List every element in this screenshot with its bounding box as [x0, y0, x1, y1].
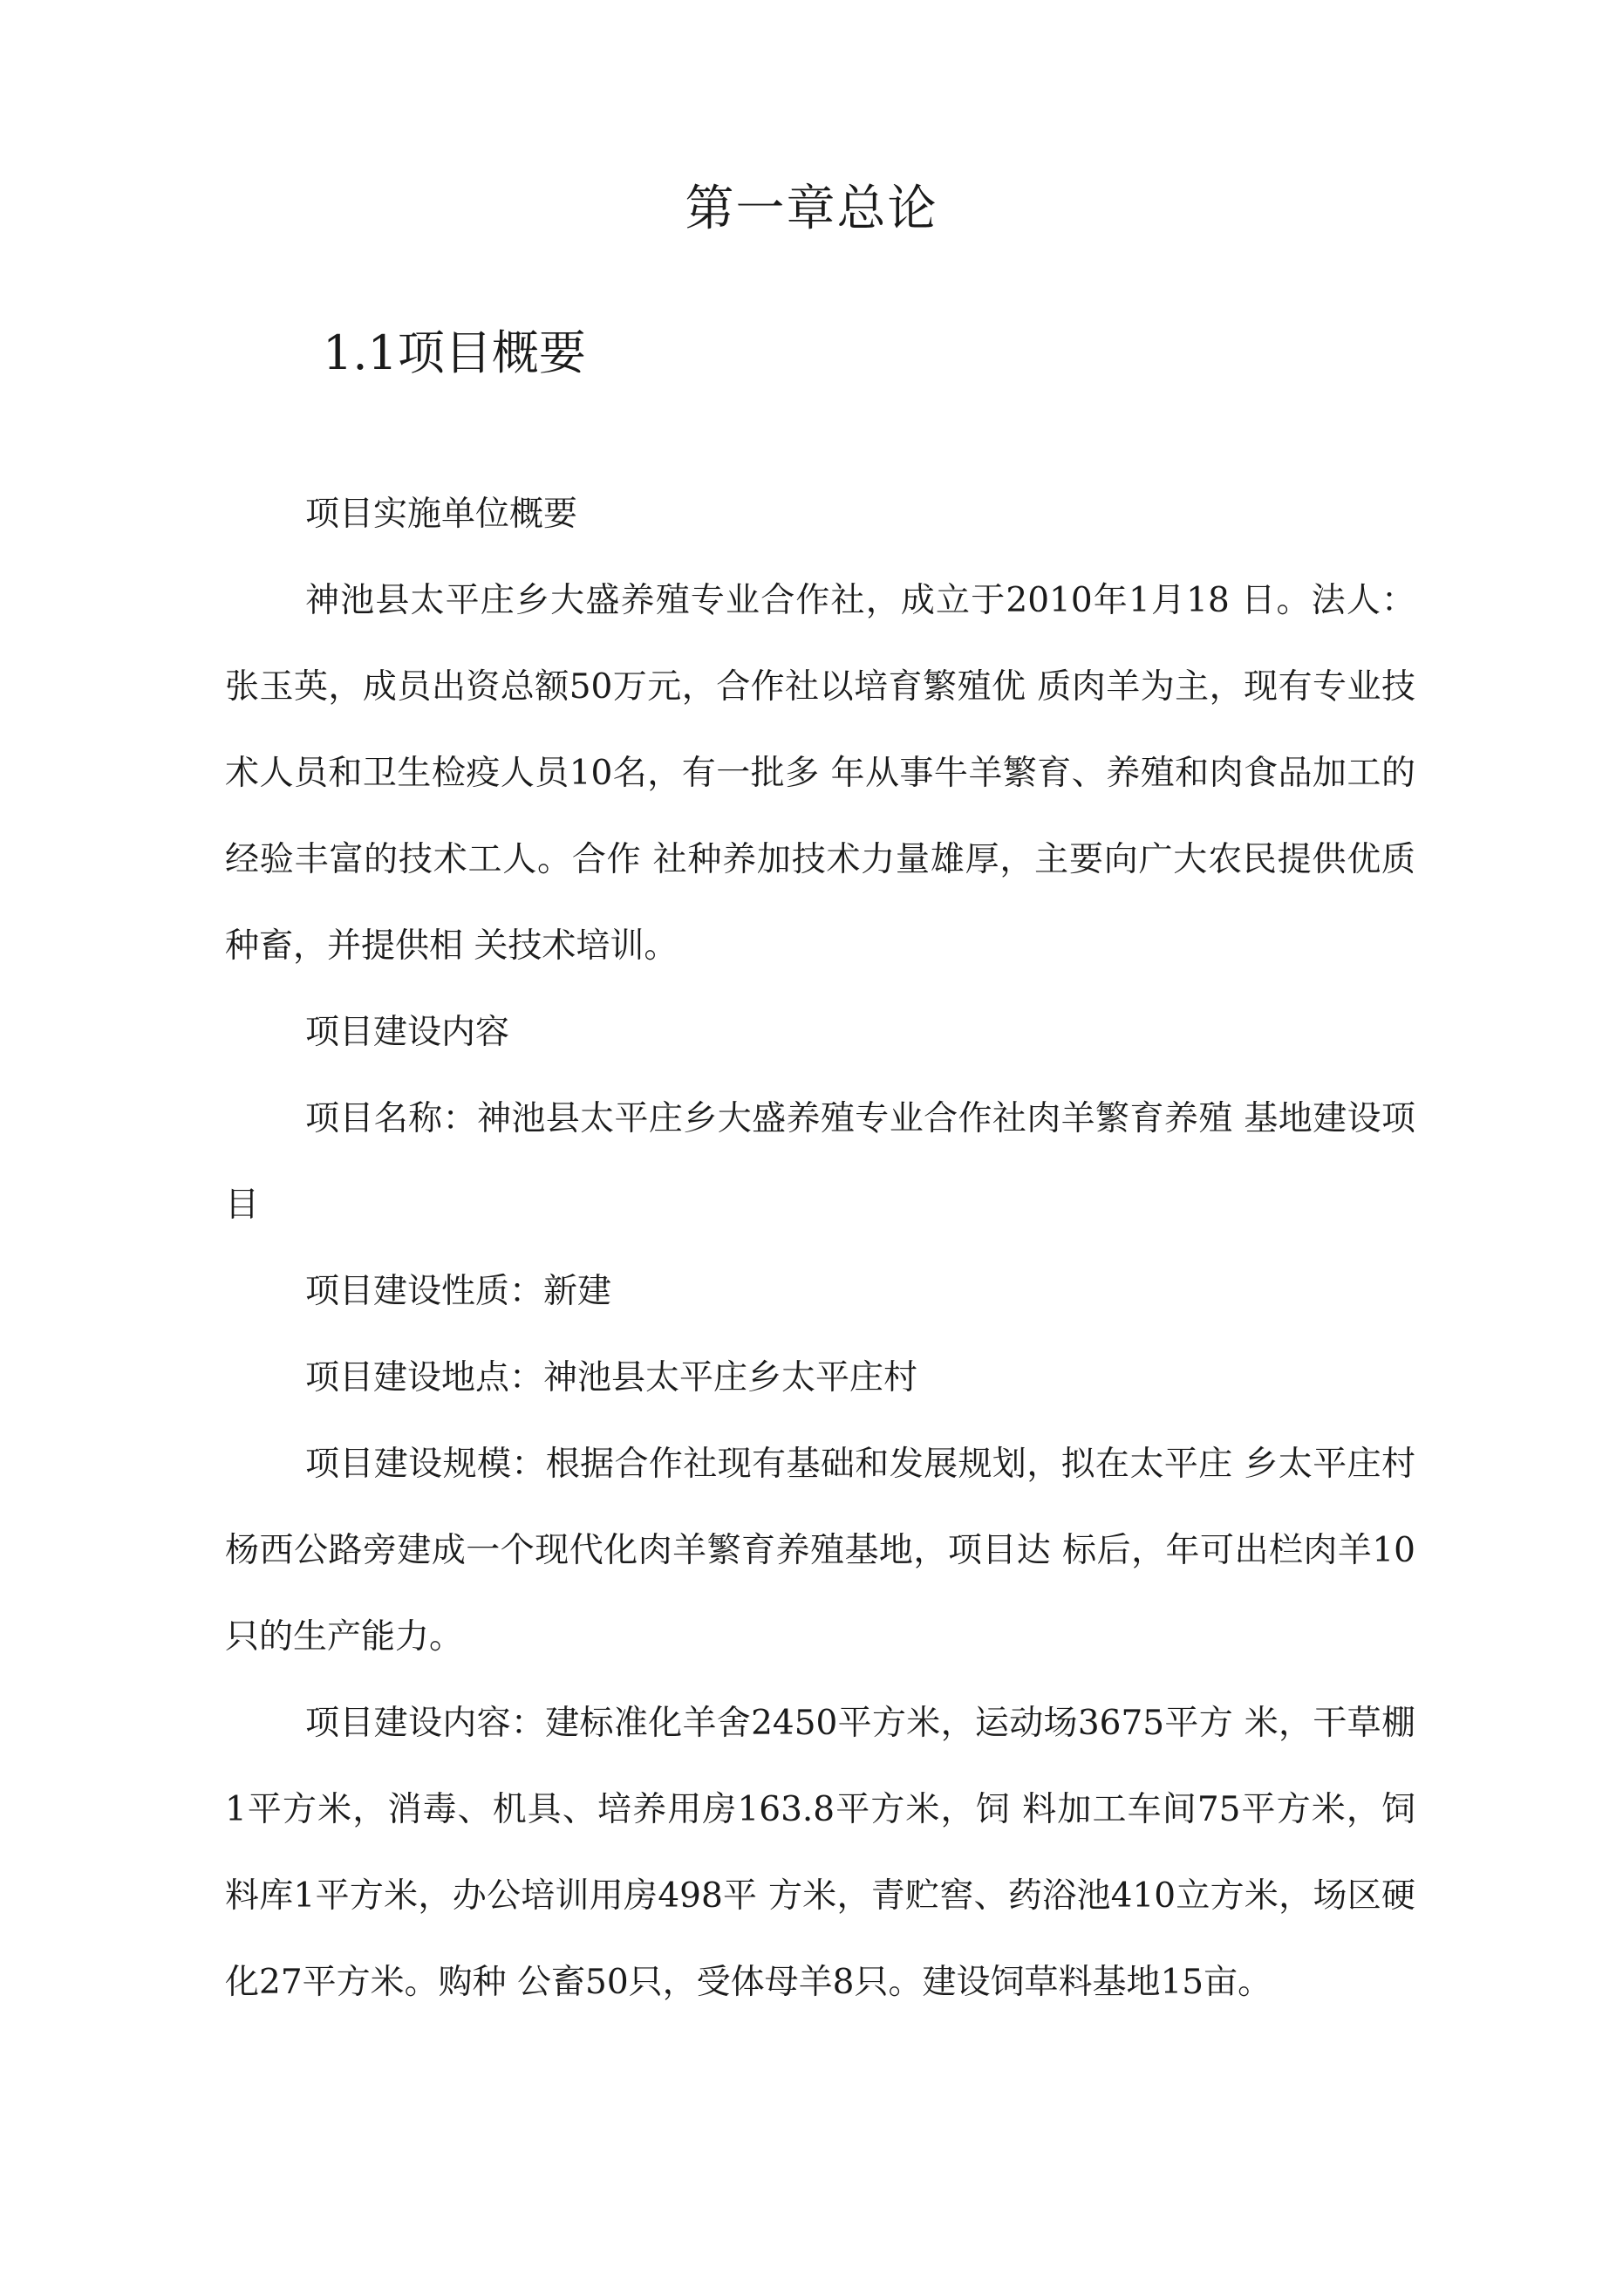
chapter-title: 第一章总论 [685, 181, 938, 237]
paragraph-project-location: 项目建设地点：神池县太平庄乡太平庄村 [305, 1358, 918, 1397]
paragraph-implementing-unit-heading: 项目实施单位概要 [305, 495, 578, 534]
paragraph-project-nature: 项目建设性质：新建 [305, 1272, 612, 1311]
section-title: 1.1项目概要 [323, 325, 586, 380]
body-text [225, 471, 1415, 2026]
paragraph-project-name: 项目名称：神池县太平庄乡大盛养殖专业合作社肉羊繁育养殖 基地建设项目 [225, 1099, 1415, 1225]
paragraph-cooperative-overview: 神池县太平庄乡大盛养殖专业合作社，成立于2010年1月18 日。法人：张玉英，成员出资总额50万元，合作社以培育繁殖优 质肉羊为主，现有专业技术人员和卫生检疫人员10名，有一批多 年从事牛羊繁育、养殖和肉食品加工的经验丰富的技术工人。合作 社种养加技术力量雄厚，主要向广大农民提供优质种畜，并提供相 关技术培训。 [225, 581, 1415, 966]
paragraph-construction-content-heading: 项目建设内容 [305, 1013, 510, 1052]
paragraph-project-scale: 项目建设规模：根据合作社现有基础和发展规划，拟在太平庄 乡太平庄村杨西公路旁建成一个现代化肉羊繁育养殖基地，项目达 标后，年可出栏肉羊10只的生产能力。 [225, 1445, 1415, 1657]
paragraph-project-construction-details: 项目建设内容：建标准化羊舍2450平方米，运动场3675平方 米，干草棚1平方米，消毒、机具、培养用房163.8平方米，饲 料加工车间75平方米，饲料库1平方米，办公培训用房498平 方米，青贮窖、药浴池410立方米，场区硬化27平方米。购种 公畜50只，受体母羊8只。建设饲草料基地15亩。 [225, 1704, 1415, 2002]
